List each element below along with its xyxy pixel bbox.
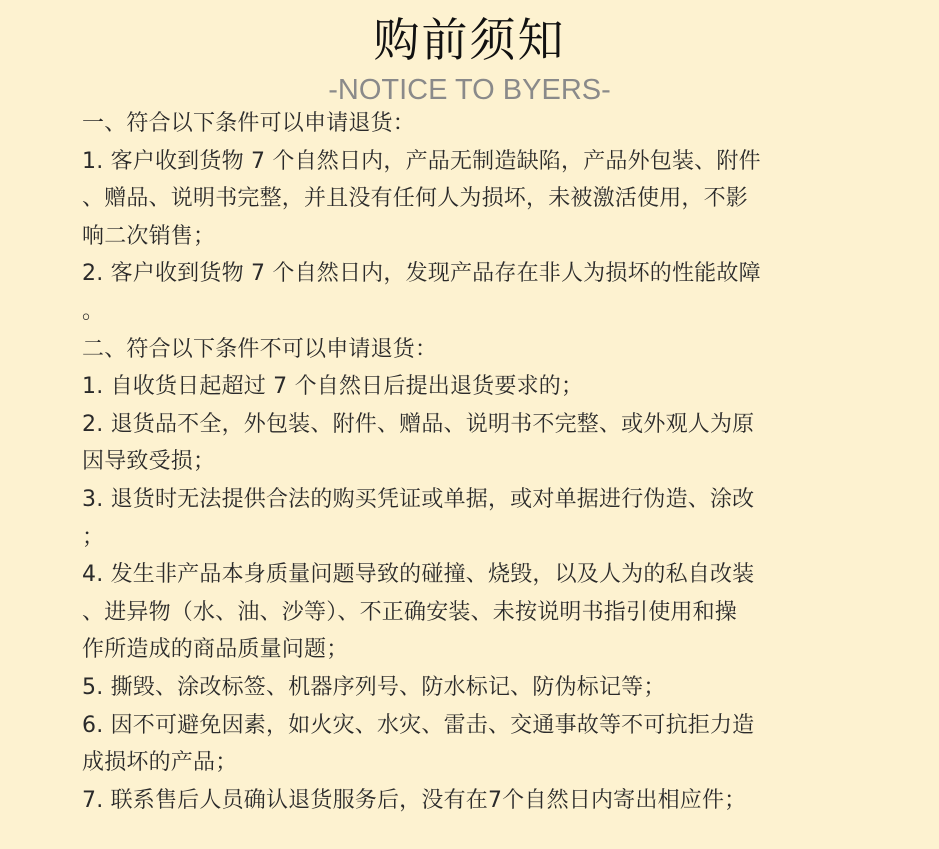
text-line: 1. 客户收到货物 7 个自然日内，产品无制造缺陷，产品外包装、附件 [82,148,761,174]
text-line: 。 [82,298,105,324]
text-line: 作所造成的商品质量问题； [82,637,349,663]
text-line: 因导致受损； [82,449,216,475]
page-subtitle: -NOTICE TO BYERS- [328,74,611,106]
text-line: 、进异物（水、油、沙等）、不正确安装、未按说明书指引使用和操 [82,599,738,625]
text-line: 2. 客户收到货物 7 个自然日内，发现产品存在非人为损坏的性能故障 [82,261,761,287]
text-line: 3. 退货时无法提供合法的购买凭证或单据，或对单据进行伪造、涂改 [82,486,755,512]
text-line: 6. 因不可避免因素，如火灾、水灾、雷击、交通事故等不可抗拒力造 [82,712,755,738]
text-line: 5. 撕毁、涂改标签、机器序列号、防水标记、防伪标记等； [82,674,666,700]
text-line: 2. 退货品不全，外包装、附件、赠品、说明书不完整、或外观人为原 [82,411,755,437]
text-line: 4. 发生非产品本身质量问题导致的碰撞、烧毁，以及人为的私自改装 [82,562,755,588]
notice-body [82,105,852,819]
text-line: 成损坏的产品； [82,750,238,776]
text-line: 1. 自收货日起超过 7 个自然日后提出退货要求的； [82,374,584,400]
text-line: 、赠品、说明书完整，并且没有任何人为损坏，未被激活使用，不影 [82,186,749,212]
text-line: 7. 联系售后人员确认退货服务后，没有在7个自然日内寄出相应件； [82,787,747,813]
text-line: ； [82,524,105,550]
text-line: 响二次销售； [82,223,216,249]
section-heading-returnable: 一、符合以下条件可以申请退货： [82,111,416,136]
page-title: 购前须知 [373,13,566,67]
section-heading-non-returnable: 二、符合以下条件不可以申请退货： [82,336,438,362]
